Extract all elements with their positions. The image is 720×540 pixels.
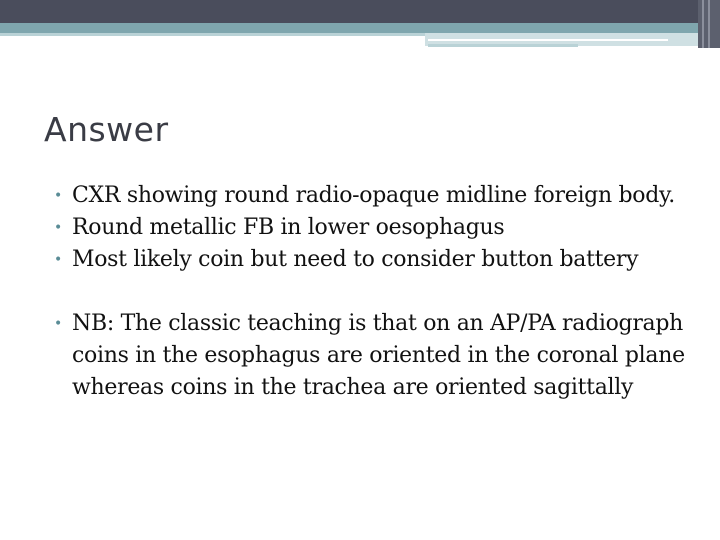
bullet-list [52, 180, 692, 404]
header-accent-line [428, 39, 668, 41]
bullet-dot-icon: • [54, 220, 62, 236]
slide-title: Answer [44, 110, 169, 149]
bullet-item [52, 180, 692, 212]
bullet-text: CXR showing round radio-opaque midline foreign body. [72, 183, 675, 208]
bullet-dot-icon: • [54, 316, 62, 332]
bullet-item [52, 244, 692, 276]
bullet-item [52, 308, 692, 404]
bullet-dot-icon: • [54, 252, 62, 268]
header-dark-band [0, 0, 720, 23]
header-accent-line [428, 44, 578, 47]
bullet-dot-icon: • [54, 188, 62, 204]
header-corner-stripe [702, 0, 704, 48]
bullet-text: NB: The classic teaching is that on an AP/PA radiograph coins in the esophagus are oriented in the coronal plane whereas coins in the trachea are oriented sagittally [72, 311, 685, 400]
bullet-item [52, 212, 692, 244]
header-corner-stripe [708, 0, 710, 48]
header-corner-block [698, 0, 720, 48]
bullet-text: Most likely coin but need to consider button battery [72, 247, 639, 272]
header-teal-band [0, 23, 698, 33]
bullet-text: Round metallic FB in lower oesophagus [72, 215, 505, 240]
